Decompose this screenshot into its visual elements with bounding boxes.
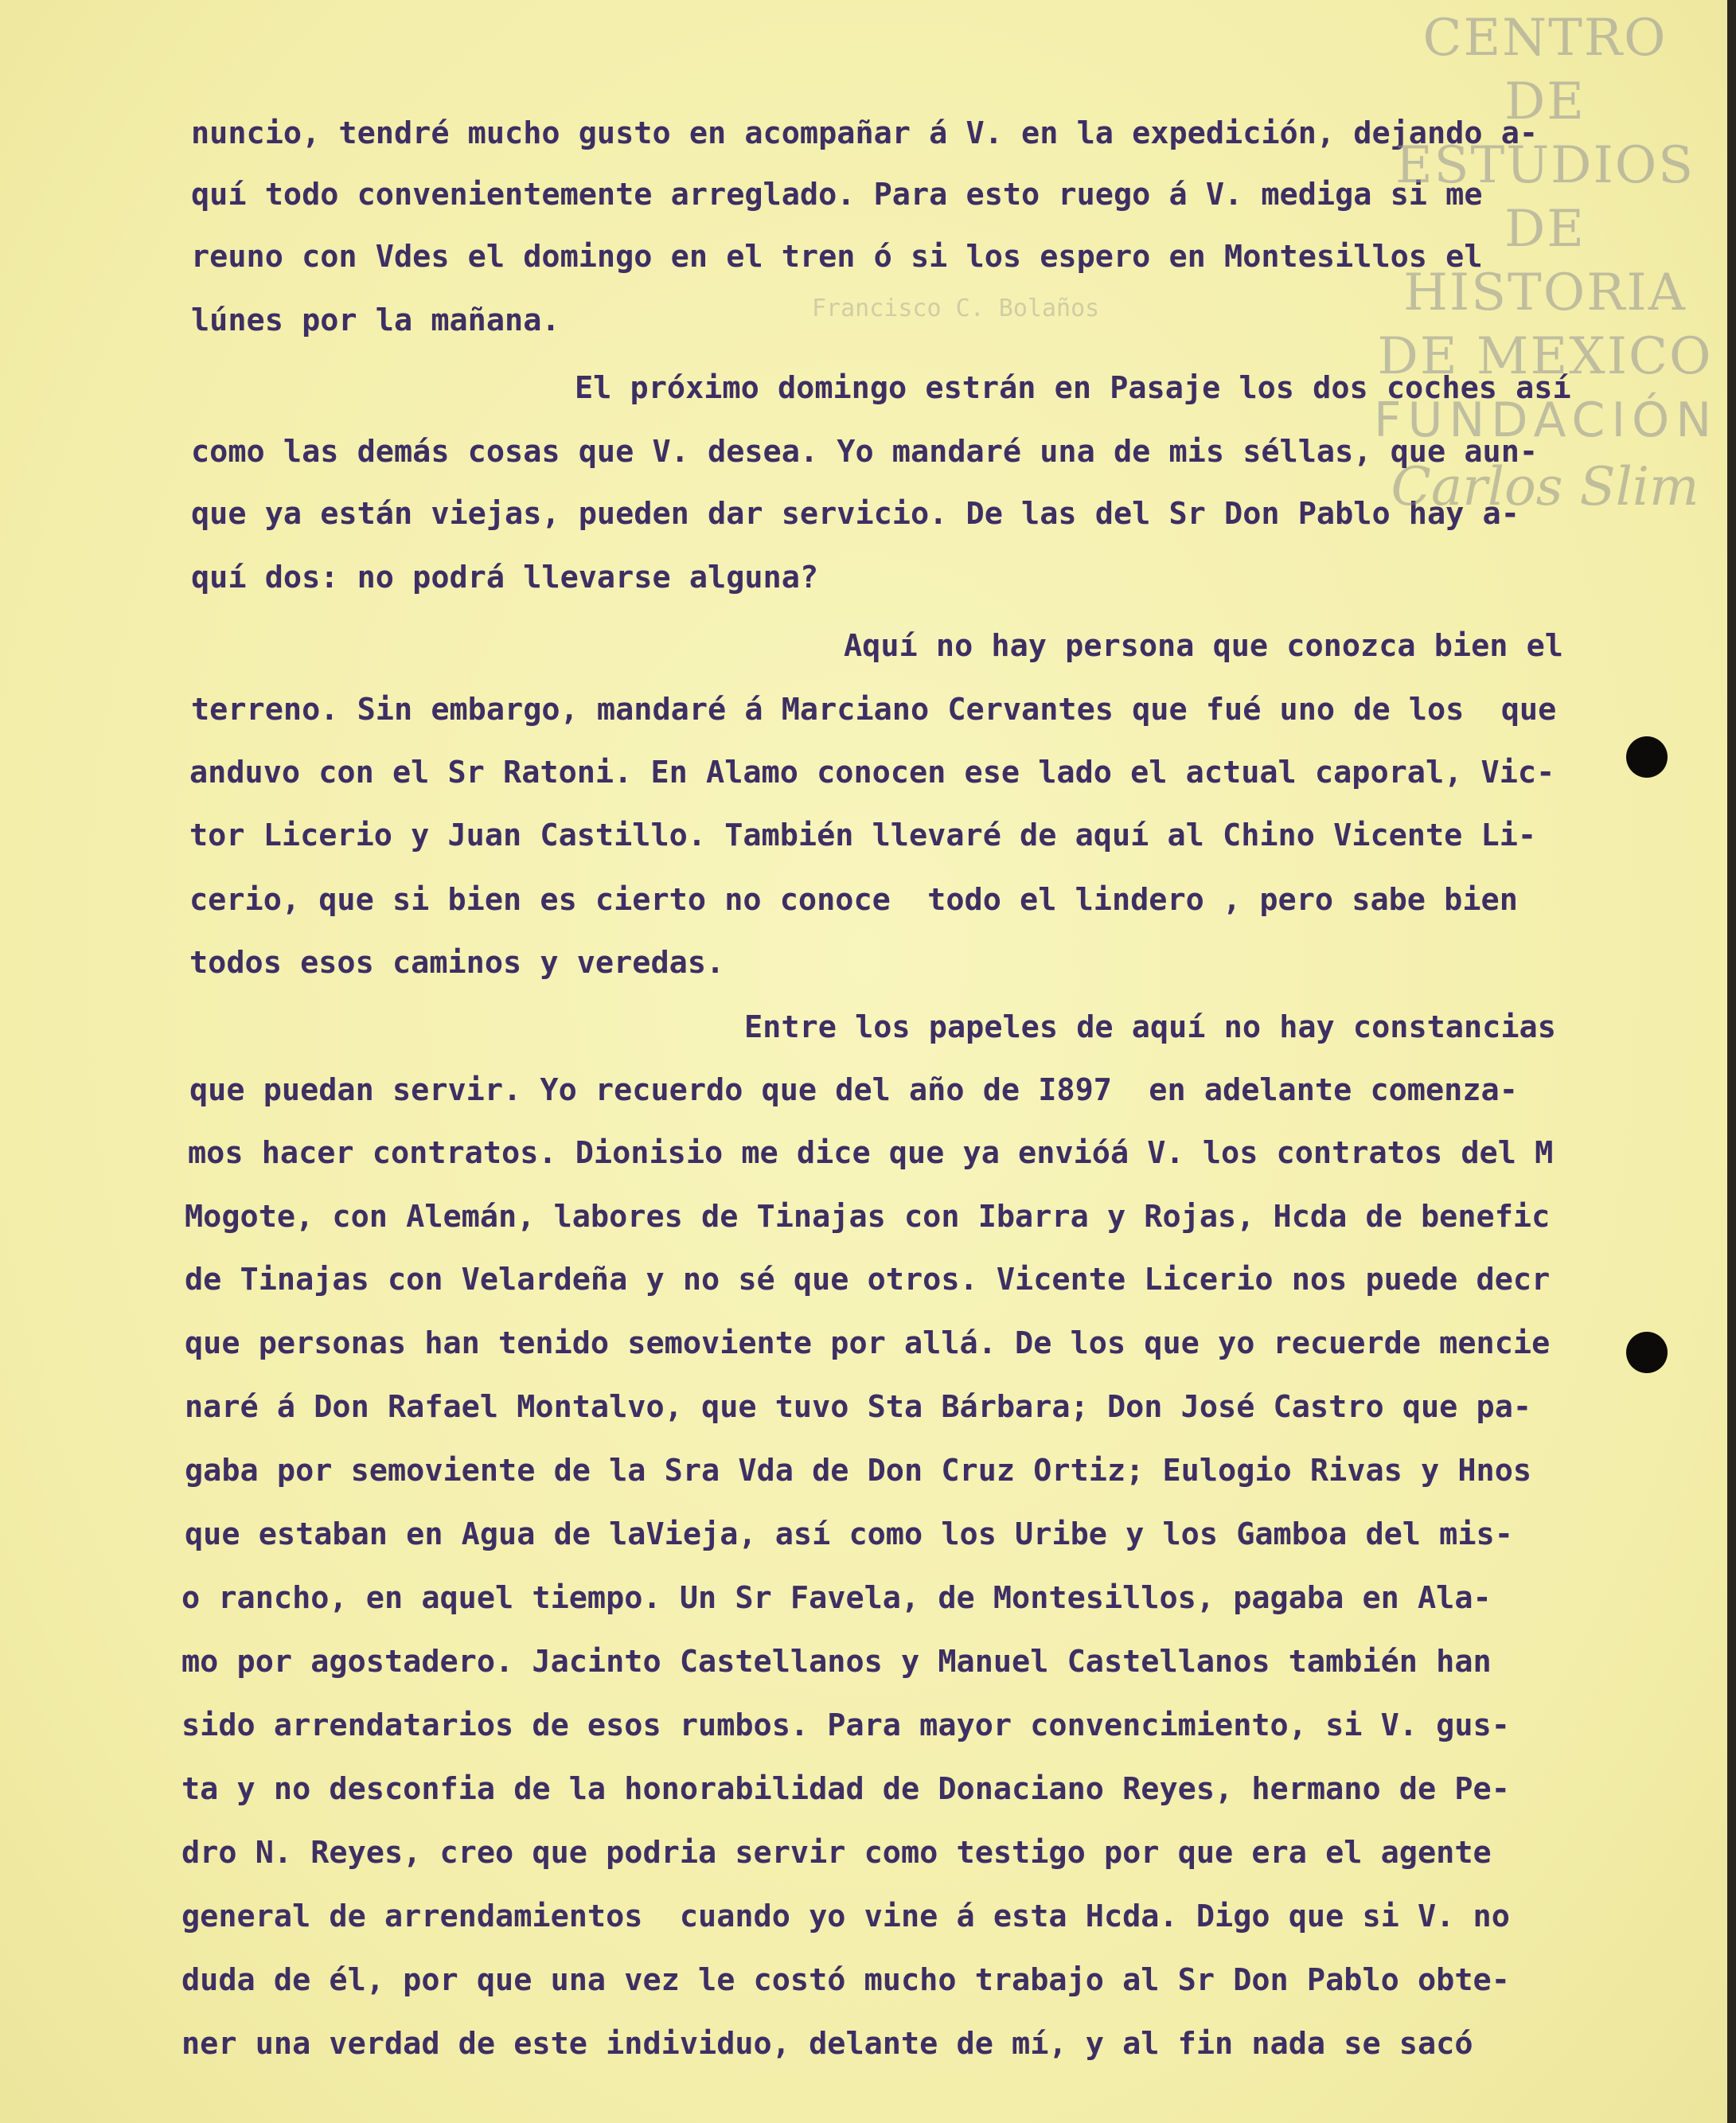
text-line: quí dos: no podrá llevarse alguna? [191, 560, 819, 595]
text-line: quí todo convenientemente arreglado. Para esto ruego á V. mediga si me [191, 177, 1483, 213]
watermark-line: ESTUDIOS [1395, 136, 1695, 195]
text-line: ta y no desconfia de la honorabilidad de Donaciano Reyes, hermano de Pe- [181, 1771, 1510, 1807]
text-line: mo por agostadero. Jacinto Castellanos y Manuel Castellanos también han [181, 1644, 1492, 1680]
text-line: El próximo domingo estrán en Pasaje los dos coches así [575, 370, 1571, 406]
text-line: nuncio, tendré mucho gusto en acompañar á V. en la expedición, dejando a- [191, 115, 1539, 151]
text-line: que puedan servir. Yo recuerdo que del año de I897 en adelante comenza- [189, 1072, 1518, 1108]
text-line: que ya están viejas, pueden dar servicio. De las del Sr Don Pablo hay a- [191, 496, 1519, 532]
text-line: dro N. Reyes, creo que podria servir como testigo por que era el agente [181, 1835, 1492, 1871]
text-line: naré á Don Rafael Montalvo, que tuvo Sta Bárbara; Don José Castro que pa- [185, 1389, 1532, 1425]
text-line: anduvo con el Sr Ratoni. En Alamo conocen ese lado el actual caporal, Vic- [189, 755, 1555, 790]
text-line: gaba por semoviente de la Sra Vda de Don Cruz Ortiz; Eulogio Rivas y Hnos [185, 1453, 1532, 1489]
text-line: o rancho, en aquel tiempo. Un Sr Favela, de Montesillos, pagaba en Ala- [181, 1580, 1492, 1616]
text-line: que personas han tenido semoviente por allá. De los que yo recuerde mencie [185, 1325, 1551, 1361]
text-line: cerio, que si bien es cierto no conoce todo el lindero , pero sabe bien [189, 882, 1518, 918]
text-line: todos esos caminos y veredas. [189, 945, 725, 981]
text-line: de Tinajas con Velardeña y no sé que otros. Vicente Licerio nos puede decr [185, 1262, 1551, 1298]
scan-edge [1727, 0, 1736, 2123]
text-line: general de arrendamientos cuando yo vine á esta Hcda. Digo que si V. no [181, 1899, 1510, 1934]
text-line: mos hacer contratos. Dionisio me dice que ya envióá V. los contratos del M [188, 1135, 1554, 1171]
punch-hole-upper [1626, 736, 1668, 778]
text-line: tor Licerio y Juan Castillo. También llevaré de aquí al Chino Vicente Li- [189, 818, 1537, 853]
text-line: terreno. Sin embargo, mandaré á Marciano Cervantes que fué uno de los que [191, 692, 1557, 728]
text-line: reuno con Vdes el domingo en el tren ó si los espero en Montesillos el [191, 239, 1483, 275]
text-line: Mogote, con Alemán, labores de Tinajas con Ibarra y Rojas, Hcda de benefic [185, 1199, 1551, 1235]
punch-hole-lower [1626, 1332, 1668, 1373]
text-line: sido arrendatarios de esos rumbos. Para mayor convencimiento, si V. gus- [181, 1707, 1510, 1743]
text-line: como las demás cosas que V. desea. Yo mandaré una de mis séllas, que aun- [191, 434, 1539, 470]
watermark-signature: Carlos Slim [1391, 456, 1699, 517]
watermark-line: CENTRO DE [1422, 9, 1668, 131]
text-line: ner una verdad de este individuo, delante de mí, y al fin nada se sacó [181, 2026, 1473, 2062]
text-line: que estaban en Agua de laVieja, así como los Uribe y los Gamboa del mis- [185, 1516, 1513, 1552]
text-line: duda de él, por que una vez le costó mucho trabajo al Sr Don Pablo obte- [181, 1962, 1510, 1998]
text-line: Entre los papeles de aquí no hay constancias [744, 1009, 1556, 1045]
watermark-line: DE MEXICO [1377, 327, 1713, 386]
text-line: lúnes por la mañana. [191, 302, 560, 338]
text-line: Aquí no hay persona que conozca bien el [844, 628, 1563, 664]
watermark-line: DE HISTORIA [1403, 200, 1687, 322]
watermark-line: FUNDACIÓN [1374, 392, 1718, 448]
letter-page: Francisco C. Bolaños nuncio, tendré mucho gusto en acompañar á V. en la expedición, dejando a- quí todo convenientemente arreglado. Para esto ruego á V. mediga si me reuno con Vdes el domingo en el tren ó si los espero en Montesillos el lúnes por la mañana. El próximo domingo estrán en Pasaje los dos coches así como las demás cosas que V. desea. Yo mandaré una de mis séllas, que aun- que ya están viejas, pueden dar servicio. De las del Sr Don Pablo hay a- quí dos: no podrá llevarse alguna? Aquí no hay persona que conozca bien el terreno. Sin embargo, mandaré á Marciano Cervantes que fué uno de los que anduvo con el Sr Ratoni. En Alamo conocen ese lado el actual caporal, Vic- tor Licerio y Juan Castillo. También llevaré de aquí al Chino Vicente Li- cerio, que si bien es cierto no conoce todo el lindero , pero sabe bien todos esos caminos y veredas. Entre los papeles de aquí no hay constancias que puedan servir. Yo recuerdo que del año de I897 en adelante comenza- mos hacer contratos. Dionisio me dice que ya envióá V. los contratos del M Mogote, con Alemán, labores de Tinajas con Ibarra y Rojas, Hcda de benefic de Tinajas con Velardeña y no sé que otros. Vicente Licerio nos puede decr que personas han tenido semoviente por allá. De los que yo recuerde mencie naré á Don Rafael Montalvo, que tuvo Sta Bárbara; Don José Castro que pa- gaba por semoviente de la Sra Vda de Don Cruz Ortiz; Eulogio Rivas y Hnos que estaban en Agua de laVieja, así como los Uribe y los Gamboa del mis- o rancho, en aquel tiempo. Un Sr Favela, de Montesillos, pagaba en Ala- mo por agostadero. Jacinto Castellanos y Manuel Castellanos también han sido arrendatarios de esos rumbos. Para mayor convencimiento, si V. gus- ta y no desconfia de la honorabilidad de Donaciano Reyes, hermano de Pe- dro N. Reyes, creo que podria servir como testigo por que era el agente general de arrendamientos cuando yo vine á esta Hcda. Digo que si V. no duda de él, por que una vez le costó mucho trabajo al Sr Don Pablo obte- ner una verdad de este individuo, delante de mí, y al fin nada se sacó CENTRO DE ESTUDIOS DE HISTORIA DE MEXICO FUNDACIÓN Carlos Slim [0, 0, 1727, 2123]
archive-watermark [1374, 6, 1716, 519]
